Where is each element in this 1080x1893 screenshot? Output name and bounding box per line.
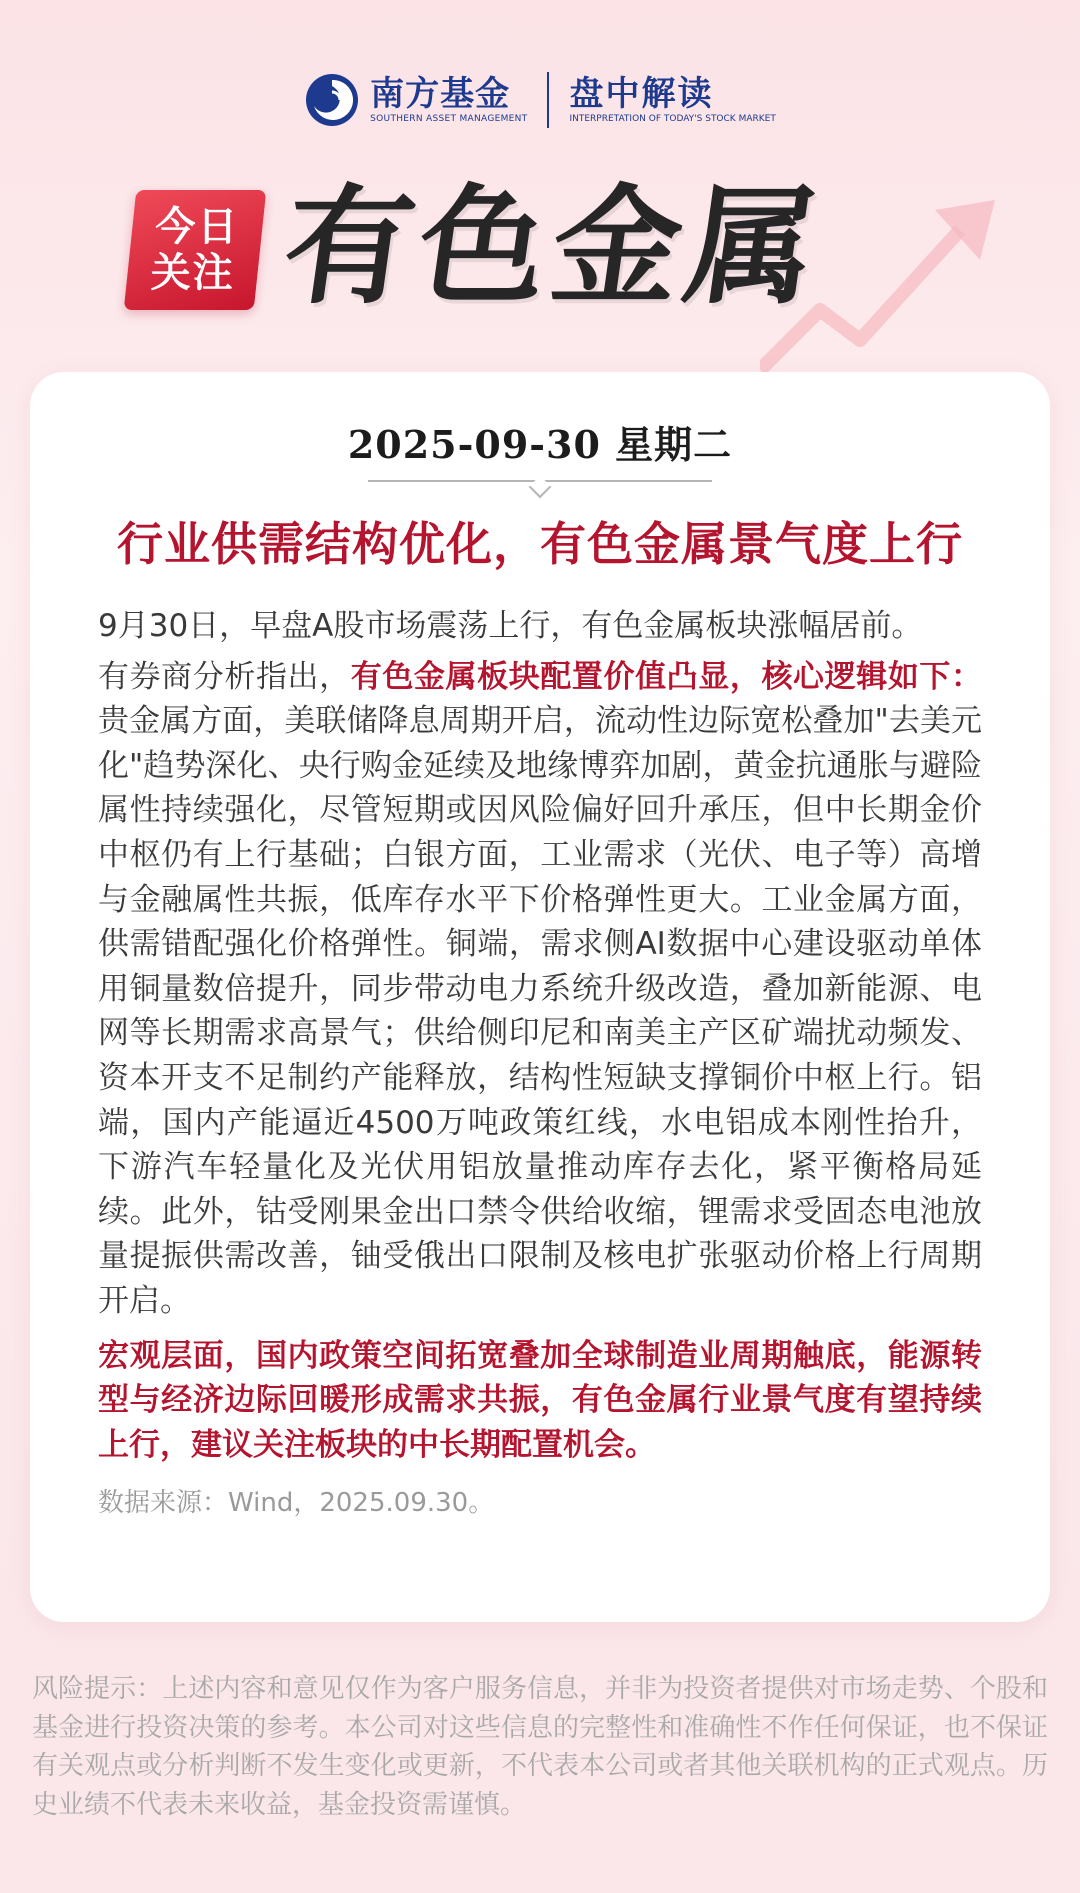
headline: 行业供需结构优化，有色金属景气度上行: [117, 517, 963, 571]
brand-name-cn: 南方基金: [370, 74, 511, 114]
paragraph-2: [98, 655, 982, 1324]
page-title: 有色金属: [274, 173, 832, 322]
paragraph-3: 宏观层面，国内政策空间拓宽叠加全球制造业周期触底，能源转型与经济边际回暖形成需求共振，有色金属行业景气度有望持续上行，建议关注板块的中长期配置机会。: [98, 1337, 982, 1463]
southern-fund-logo: [304, 72, 527, 128]
date-label: 2025-09-30 星期二: [347, 422, 733, 467]
badge-line2: 关注: [150, 250, 235, 296]
paragraph-2-lead: 有券商分析指出，: [98, 658, 351, 695]
header-logos: [0, 72, 1080, 128]
swirl-logo-icon: [304, 72, 360, 128]
paragraph-1: 9月30日，早盘A股市场震荡上行，有色金属板块涨幅居前。: [98, 608, 923, 644]
date-block: [30, 420, 1050, 482]
column-name-cn: 盘中解读: [569, 74, 714, 114]
today-focus-badge: [124, 190, 267, 310]
brand-name-en: SOUTHERN ASSET MANAGEMENT: [370, 114, 528, 124]
risk-disclaimer: 风险提示：上述内容和意见仅作为客户服务信息，并非为投资者提供对市场走势、个股和基金进行投资决策的参考。本公司对这些信息的完整性和准确性不作任何保证，也不保证有关观点或分析判断不发生变化或更新，不代表本公司或者其他关联机构的正式观点。历史业绩不代表未来收益，基金投资需谨慎。: [32, 1674, 1048, 1820]
badge-line1: 今日: [155, 204, 240, 250]
column-logo: [569, 75, 775, 125]
paragraph-2-rest: 贵金属方面，美联储降息周期开启，流动性边际宽松叠加"去美元化"趋势深化、央行购金延续及地缘博弈加剧，黄金抗通胀与避险属性持续强化，尽管短期或因风险偏好回升承压，但中长期金价中枢仍有上行基础；白银方面，工业需求（光伏、电子等）高增与金融属性共振，低库存水平下价格弹性更大。工业金属方面，供需错配强化价格弹性。铜端，需求侧AI数据中心建设驱动单体用铜量数倍提升，同步带动电力系统升级改造，叠加新能源、电网等长期需求高景气；供给侧印尼和南美主产区矿端扰动频发、资本开支不足制约产能释放，结构性短缺支撑铜价中枢上行。铝端，国内产能逼近4500万吨政策红线，水电铝成本刚性抬升，下游汽车轻量化及光伏用铝放量推动库存去化，紧平衡格局延续。此外，钴受刚果金出口禁令供给收缩，锂需求受固态电池放量提振供需改善，铀受俄出口限制及核电扩张驱动价格上行周期开启。: [98, 703, 982, 1319]
paragraph-2-highlight: 有色金属板块配置价值凸显，核心逻辑如下：: [350, 658, 983, 695]
date-underline: [368, 480, 712, 482]
logo-divider: [547, 72, 549, 128]
data-source: 数据来源：Wind，2025.09.30。: [98, 1488, 495, 1519]
column-name-en: INTERPRETATION OF TODAY'S STOCK MARKET: [569, 114, 776, 124]
content-card: [30, 372, 1050, 1622]
article-body: [98, 604, 982, 1526]
